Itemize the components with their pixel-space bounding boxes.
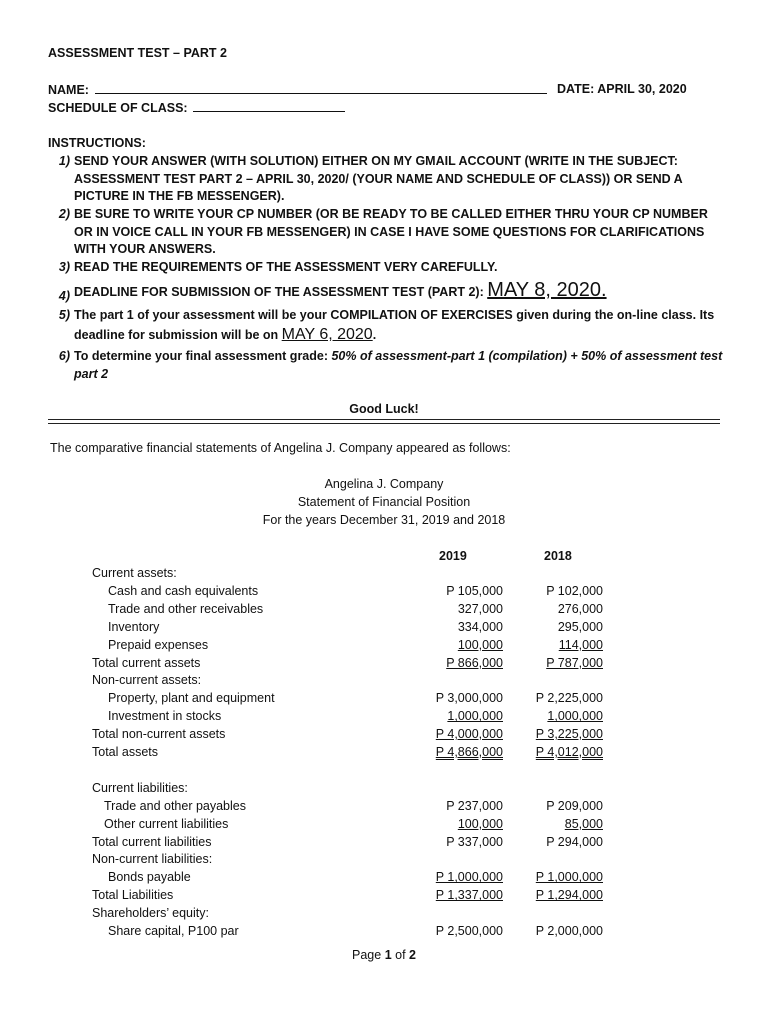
intro-sentence: The comparative financial statements of Angelina J. Company appeared as follows: [50, 441, 511, 455]
instruction-item [48, 259, 728, 277]
table-row [0, 781, 768, 799]
part1-deadline-emphasis: MAY 6, 2020 [281, 326, 373, 343]
value-2019: P 105,000 [446, 583, 503, 598]
row-label: Non-current assets: [92, 673, 202, 688]
year-header-2019: 2019 [439, 549, 467, 563]
value-2019: P 866,000 [446, 655, 503, 670]
name-field-row [48, 82, 547, 97]
table-row [0, 620, 768, 638]
instruction-text-main: The part 1 of your assessment will be your COMPILATION OF EXERCISES given during the on-line class. Its deadline for submission will be on [74, 308, 715, 342]
schedule-label: SCHEDULE OF CLASS: [48, 101, 188, 115]
instruction-item [48, 279, 728, 303]
good-luck-note: Good Luck! [349, 402, 419, 416]
table-row [0, 584, 768, 602]
date-label: DATE: APRIL 30, 2020 [557, 82, 687, 96]
row-label: Cash and cash equivalents [108, 583, 259, 598]
row-label: Trade and other payables [104, 798, 246, 813]
instruction-item [48, 153, 728, 206]
footer-mid: of [391, 948, 410, 962]
table-row [0, 709, 768, 727]
row-label: Total Liabilities [92, 888, 174, 903]
value-2018: P 2,000,000 [535, 924, 603, 938]
value-2018: 276,000 [557, 601, 603, 616]
table-row [0, 852, 768, 870]
instruction-number: 2) [58, 207, 70, 221]
value-2018: 295,000 [557, 619, 603, 634]
grade-formula-emphasis: 50% of assessment-part 1 (compilation) + 50% of assessment test part 2 [74, 349, 723, 381]
schedule-field-row [48, 100, 345, 115]
table-row [0, 566, 768, 584]
table-row [0, 924, 768, 942]
table-row [0, 888, 768, 906]
value-2019: 327,000 [457, 601, 503, 616]
table-row [0, 817, 768, 835]
value-2019: P 337,000 [446, 834, 503, 849]
value-2019: P 4,000,000 [435, 727, 503, 742]
value-2018: P 1,294,000 [535, 888, 603, 903]
row-label: Inventory [108, 619, 160, 634]
instruction-text [74, 348, 728, 383]
statement-title: Statement of Financial Position [297, 495, 471, 509]
instruction-text: SEND YOUR ANSWER (WITH SOLUTION) EITHER ON MY GMAIL ACCOUNT (WRITE IN THE SUBJECT: ASSESSMENT TEST PART 2 – APRIL 30, 2020/ (YOUR NAME AND SCHEDULE OF CLASS)) OR SEND A PICTURE IN THE FB MESSENGER). [74, 154, 683, 203]
value-2019: 100,000 [457, 816, 503, 831]
company-name: Angelina J. Company [324, 477, 444, 491]
value-2018: P 3,225,000 [535, 727, 603, 742]
value-2019: P 237,000 [446, 798, 503, 813]
instruction-item [48, 348, 728, 383]
table-row [0, 870, 768, 888]
deadline-date-emphasis: MAY 8, 2020. [487, 279, 607, 301]
row-label: Prepaid expenses [108, 637, 209, 652]
value-2018: 85,000 [564, 816, 603, 831]
footer-page-number: 1 [384, 948, 392, 962]
instruction-text: READ THE REQUIREMENTS OF THE ASSESSMENT VERY CAREFULLY. [74, 260, 498, 274]
value-2019: P 3,000,000 [435, 691, 503, 706]
footer-page-total: 2 [409, 948, 416, 962]
instruction-text: BE SURE TO WRITE YOUR CP NUMBER (OR BE READY TO BE CALLED EITHER THRU YOUR CP NUMBER OR IN VOICE CALL IN YOUR FB MESSENGER) IN CASE I HAVE SOME QUESTIONS FOR CLARIFICATIONS WITH YOUR ANSWERS. [74, 207, 708, 256]
table-row [0, 835, 768, 853]
row-label: Non-current liabilities: [92, 852, 213, 867]
table-row [0, 638, 768, 656]
value-2019: 1,000,000 [447, 709, 503, 724]
schedule-blank-line [193, 100, 345, 112]
value-2018: P 2,225,000 [535, 691, 603, 706]
value-2019: P 4,866,000 [435, 745, 503, 759]
value-2018: P 209,000 [546, 798, 603, 813]
row-label: Current liabilities: [92, 780, 188, 795]
instruction-number: 4) [58, 289, 70, 303]
table-row [0, 763, 768, 781]
instruction-text-tail: . [372, 328, 377, 342]
instruction-number: 5) [58, 308, 70, 322]
table-row [0, 691, 768, 709]
row-label: Bonds payable [108, 870, 191, 885]
value-2018: P 294,000 [546, 834, 603, 849]
table-row [0, 745, 768, 763]
value-2019: P 2,500,000 [435, 924, 503, 938]
row-label: Total current liabilities [92, 834, 212, 849]
table-row [0, 602, 768, 620]
value-2018: 1,000,000 [547, 709, 603, 724]
double-rule-divider [48, 419, 720, 424]
footer-prefix: Page [352, 948, 385, 962]
instruction-item [48, 306, 728, 345]
statement-period: For the years December 31, 2019 and 2018 [262, 513, 506, 527]
page-footer [0, 948, 768, 962]
document-title: ASSESSMENT TEST – PART 2 [48, 46, 227, 60]
instruction-text-main: To determine your final assessment grade: [74, 349, 332, 363]
table-row [0, 906, 768, 924]
row-label: Current assets: [92, 566, 177, 580]
table-row [0, 673, 768, 691]
value-2018: P 787,000 [546, 655, 603, 670]
row-label: Share capital, P100 par [108, 924, 239, 938]
name-label: NAME: [48, 83, 89, 97]
table-row [0, 656, 768, 674]
instruction-number: 6) [58, 349, 70, 363]
value-2018: 114,000 [558, 637, 603, 652]
instruction-number: 1) [58, 154, 70, 168]
instruction-text [74, 279, 728, 302]
table-row [0, 799, 768, 817]
instruction-number: 3) [58, 260, 70, 274]
name-blank-line [95, 82, 547, 94]
row-label: Total assets [92, 745, 159, 759]
row-label: Shareholders’ equity: [92, 906, 209, 921]
row-label: Trade and other receivables [108, 601, 264, 616]
value-2019: P 1,337,000 [435, 888, 503, 903]
value-2018: P 102,000 [546, 583, 603, 598]
value-2019: 100,000 [457, 637, 503, 652]
value-2019: P 1,000,000 [435, 870, 503, 885]
instruction-text [74, 306, 728, 345]
instructions-heading: INSTRUCTIONS: [48, 136, 146, 150]
value-2018: P 4,012,000 [535, 745, 603, 759]
year-header-2018: 2018 [544, 549, 572, 563]
instruction-item [48, 206, 728, 259]
value-2018: P 1,000,000 [535, 870, 603, 885]
value-2019: 334,000 [457, 619, 503, 634]
row-label: Total current assets [92, 655, 201, 670]
row-label: Property, plant and equipment [108, 691, 275, 706]
row-label: Investment in stocks [108, 709, 222, 724]
row-label: Total non-current assets [92, 727, 226, 742]
instruction-text-main: DEADLINE FOR SUBMISSION OF THE ASSESSMENT TEST (PART 2): [74, 285, 488, 299]
table-row [0, 727, 768, 745]
row-label: Other current liabilities [104, 816, 229, 831]
